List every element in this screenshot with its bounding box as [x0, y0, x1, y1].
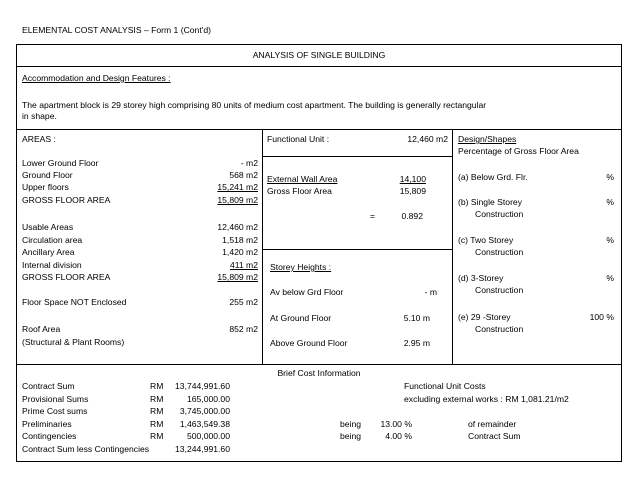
cost-amount: 1,463,549.38	[179, 419, 230, 429]
area-value: - m2	[240, 158, 258, 168]
design-item-value: 100 %	[589, 312, 614, 322]
area-value: 852 m2	[229, 324, 258, 334]
being-note: Contract Sum	[468, 431, 521, 441]
area-value: 411 m2	[229, 260, 258, 270]
design-item-value: %	[606, 273, 614, 283]
design-item-value: %	[606, 172, 614, 182]
storey-label: Av below Grd Floor	[270, 287, 344, 297]
area-label: GROSS FLOOR AREA	[22, 195, 111, 205]
being-percent: 4.00 %	[385, 431, 412, 441]
design-item-label: (e) 29 -Storey	[458, 312, 511, 322]
area-label: Roof Area	[22, 324, 61, 334]
brief-cost-heading: Brief Cost Information	[277, 368, 361, 378]
gross-floor-area-label: Gross Floor Area	[267, 186, 332, 196]
cost-currency: RM	[150, 381, 164, 391]
external-wall-label: External Wall Area	[267, 174, 338, 184]
functional-unit-costs-heading: Functional Unit Costs	[404, 381, 486, 391]
accommodation-text: in shape.	[22, 111, 57, 121]
ratio-equals: =	[370, 211, 376, 221]
divider	[262, 156, 452, 157]
cost-currency: RM	[150, 419, 164, 429]
cost-amount: 13,244,991.60	[175, 444, 230, 454]
functional-unit-label: Functional Unit :	[267, 134, 330, 144]
area-label: Usable Areas	[22, 222, 74, 232]
design-item-sub: Construction	[475, 324, 524, 334]
design-item-label: (c) Two Storey	[458, 235, 514, 245]
area-label: Ground Floor	[22, 170, 73, 180]
form-title: ELEMENTAL COST ANALYSIS – Form 1 (Cont'd)	[22, 25, 212, 35]
design-item-label: (b) Single Storey	[458, 197, 523, 207]
area-value: 1,518 m2	[222, 235, 258, 245]
being-word: being	[340, 431, 362, 441]
analysis-title: ANALYSIS OF SINGLE BUILDING	[252, 50, 386, 60]
cost-currency: RM	[150, 431, 164, 441]
area-label: Lower Ground Floor	[22, 158, 99, 168]
design-item-value: %	[606, 235, 614, 245]
gross-floor-area-value: 15,809	[399, 186, 426, 196]
cost-label: Provisional Sums	[22, 394, 89, 404]
area-label: Internal division	[22, 260, 82, 270]
design-heading: Design/Shapes	[458, 134, 517, 144]
area-value: 255 m2	[229, 297, 258, 307]
cost-currency: RM	[150, 394, 164, 404]
cost-label: Contingencies	[22, 431, 77, 441]
divider	[452, 129, 453, 364]
divider	[262, 249, 452, 250]
area-value: 15,809 m2	[217, 195, 258, 205]
design-item-label: (a) Below Grd. Flr.	[458, 172, 528, 182]
design-item-sub: Construction	[475, 285, 524, 295]
storey-value: 2.95 m	[403, 338, 430, 348]
storey-value: - m	[424, 287, 437, 297]
storey-label: Above Ground Floor	[270, 338, 348, 348]
being-percent: 13.00 %	[380, 419, 412, 429]
cost-currency: RM	[150, 406, 164, 416]
design-item-sub: Construction	[475, 247, 524, 257]
divider	[262, 129, 263, 364]
functional-unit-value: 12,460 m2	[407, 134, 448, 144]
design-subheading: Percentage of Gross Floor Area	[458, 146, 579, 156]
cost-amount: 13,744,991.60	[175, 381, 230, 391]
ratio-value: 0.892	[401, 211, 423, 221]
areas-heading: AREAS :	[22, 134, 56, 144]
functional-unit-costs-text: excluding external works : RM 1,081.21/m2	[404, 394, 569, 404]
design-item-value: %	[606, 197, 614, 207]
area-label: Floor Space NOT Enclosed	[22, 297, 127, 307]
area-label: Upper floors	[22, 182, 69, 192]
area-label: Ancillary Area	[22, 247, 75, 257]
storey-value: 5.10 m	[403, 313, 430, 323]
area-value: 1,420 m2	[222, 247, 258, 257]
divider	[16, 129, 622, 130]
accommodation-heading: Accommodation and Design Features :	[22, 73, 171, 83]
area-value: 568 m2	[229, 170, 258, 180]
area-value: 12,460 m2	[217, 222, 258, 232]
area-label: GROSS FLOOR AREA	[22, 272, 111, 282]
cost-label: Prime Cost sums	[22, 406, 88, 416]
design-item-label: (d) 3-Storey	[458, 273, 504, 283]
being-note: of remainder	[468, 419, 517, 429]
cost-label: Preliminaries	[22, 419, 72, 429]
area-label: (Structural & Plant Rooms)	[22, 337, 125, 347]
being-word: being	[340, 419, 362, 429]
storey-label: At Ground Floor	[270, 313, 332, 323]
accommodation-text: The apartment block is 29 storey high comprising 80 units of medium cost apartment. The building is generally rectangular	[22, 100, 487, 110]
design-item-sub: Construction	[475, 209, 524, 219]
divider	[16, 364, 622, 365]
storey-heights-heading: Storey Heights :	[270, 262, 332, 272]
cost-amount: 165,000.00	[186, 394, 230, 404]
cost-label: Contract Sum	[22, 381, 75, 391]
area-value: 15,809 m2	[217, 272, 258, 282]
cost-label: Contract Sum less Contingencies	[22, 444, 150, 454]
divider	[16, 66, 622, 67]
area-label: Circulation area	[22, 235, 83, 245]
cost-amount: 3,745,000.00	[179, 406, 230, 416]
area-value: 15,241 m2	[217, 182, 258, 192]
cost-amount: 500,000.00	[186, 431, 230, 441]
external-wall-value: 14,100	[399, 174, 426, 184]
